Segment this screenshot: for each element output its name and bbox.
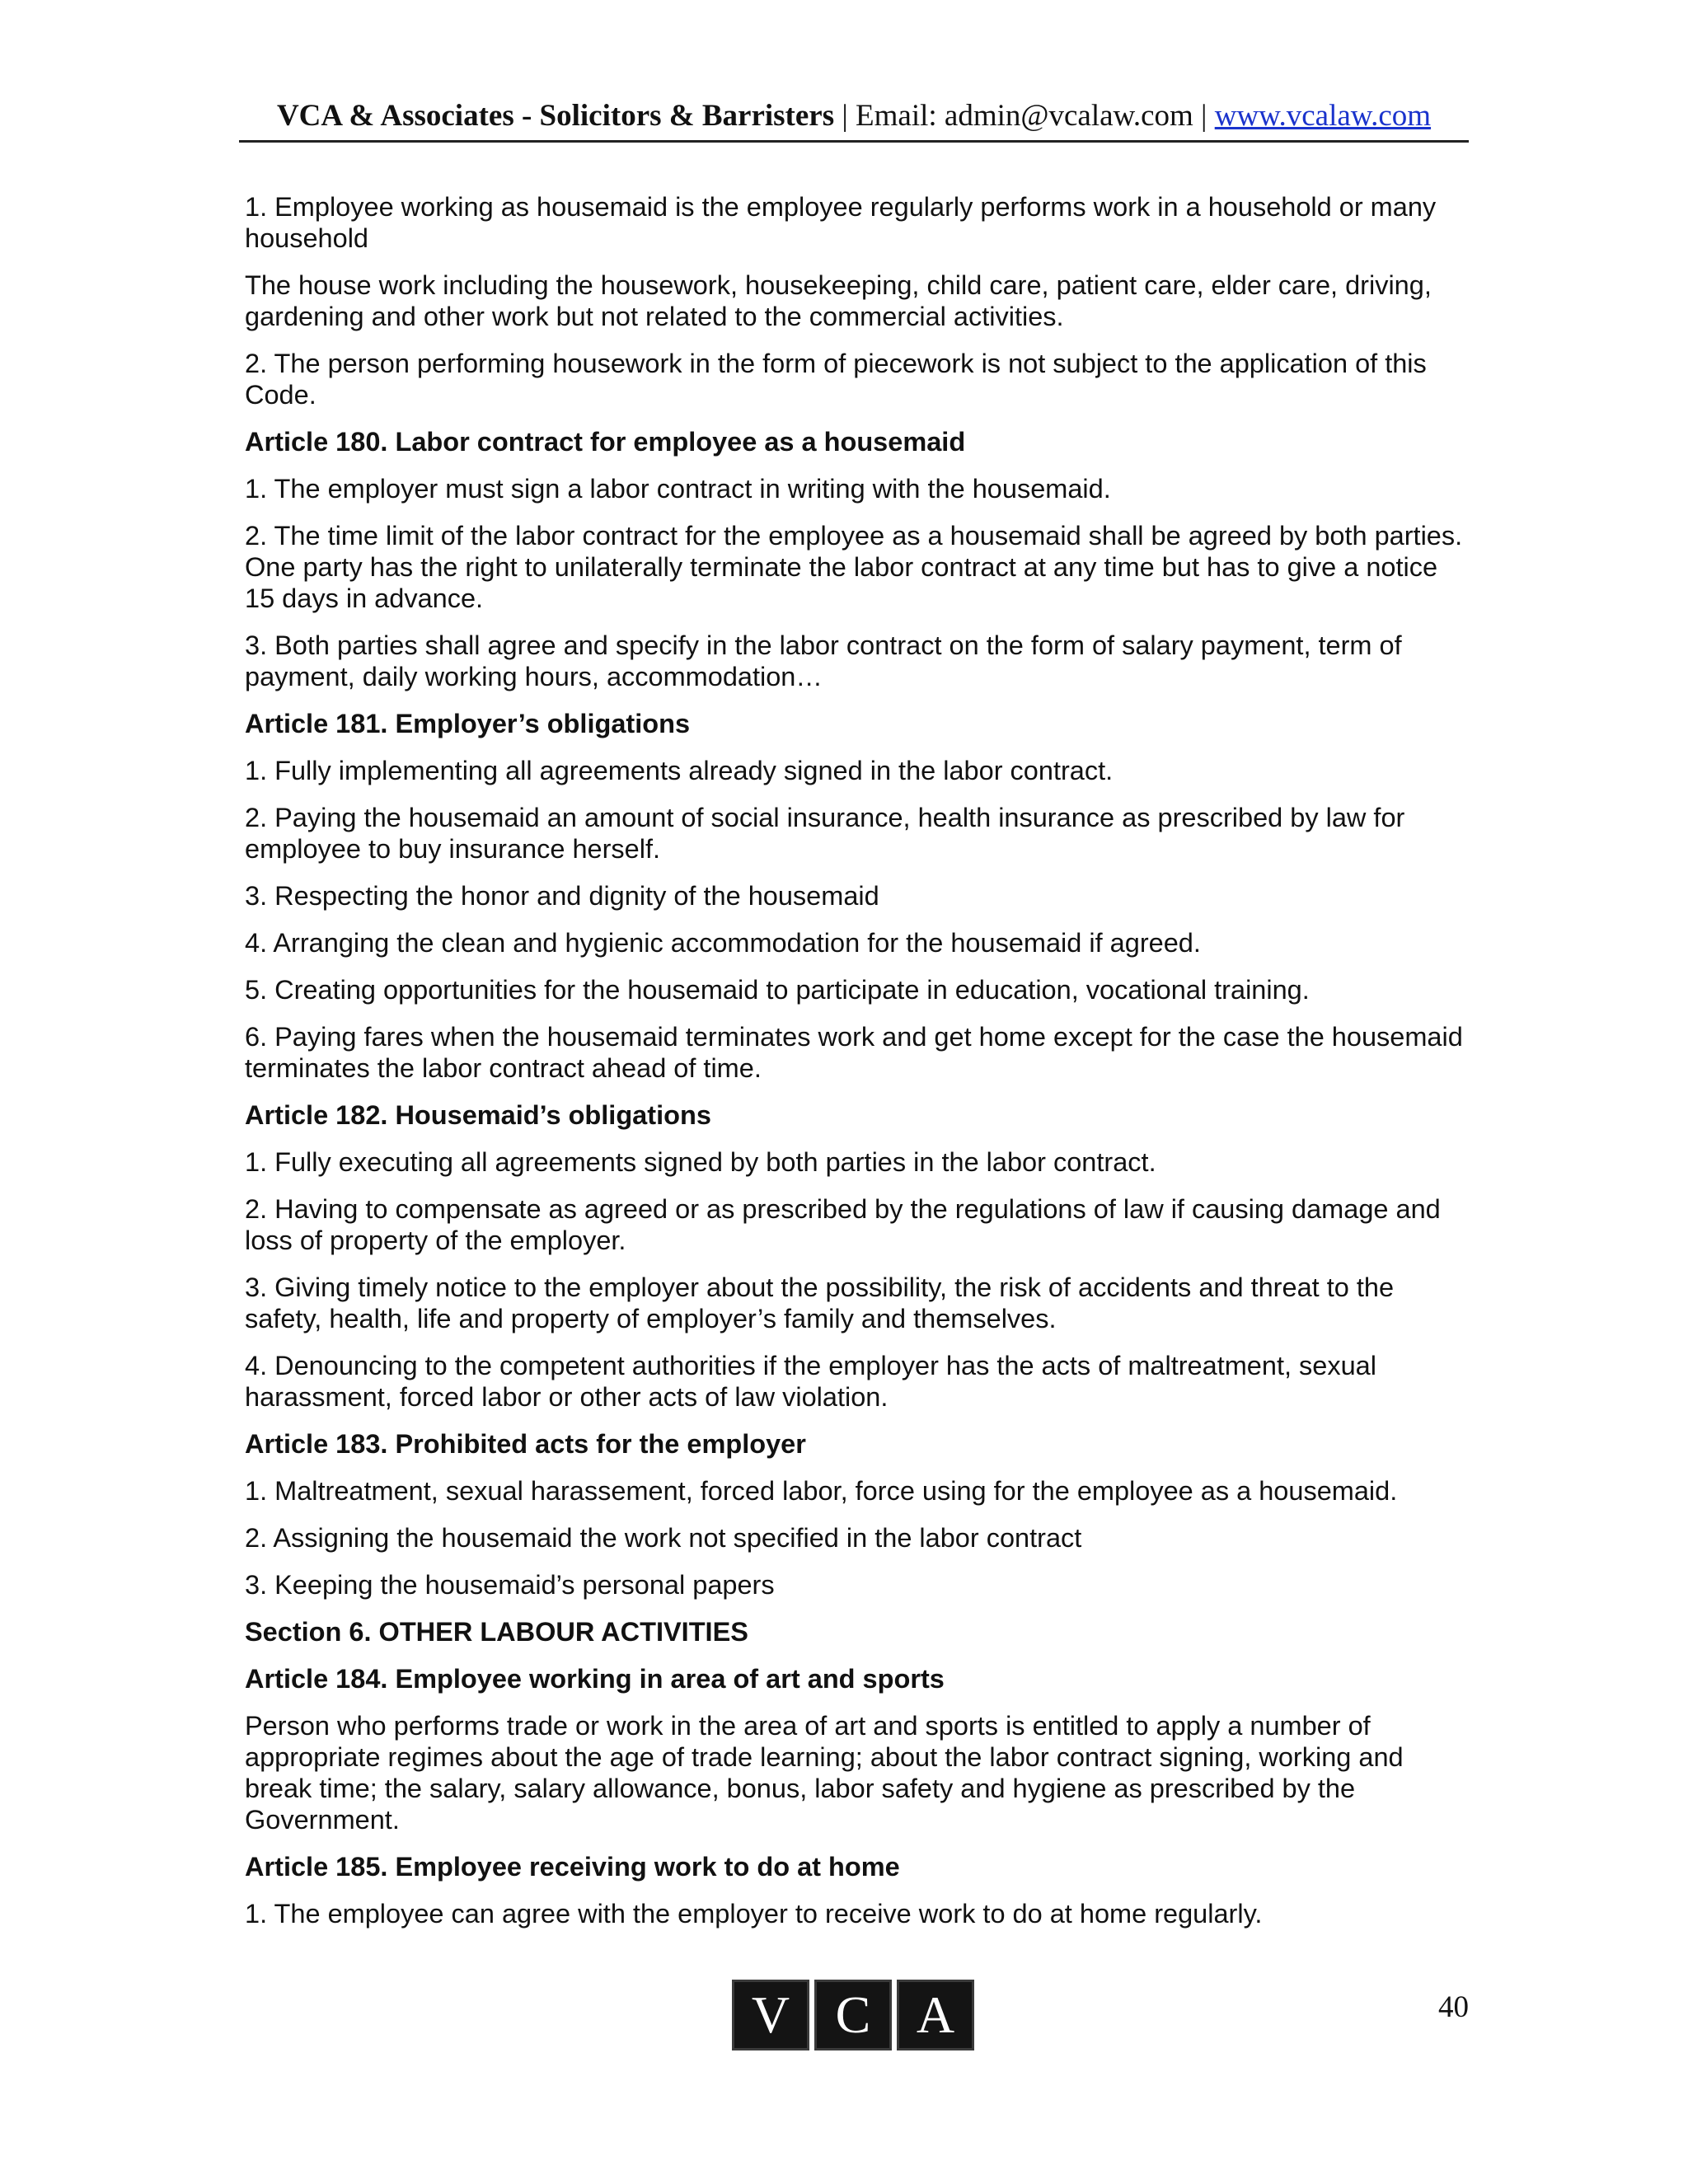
paragraph: 1. Fully executing all agreements signed by both parties in the labor contract. [245,1147,1156,1177]
paragraph: 2. Having to compensate as agreed or as prescribed by the regulations of law if causing damage and loss of property of the employer. [245,1194,1441,1255]
paragraph: 1. The employee can agree with the employer to receive work to do at home regularly. [245,1899,1263,1929]
article-heading: Article 184. Employee working in area of art and sports [245,1664,945,1694]
document-body [245,191,1465,1945]
firm-name: VCA & Associates - Solicitors & Barristers [276,99,835,133]
paragraph: 1. The employer must sign a labor contract in writing with the housemaid. [245,474,1111,504]
paragraph: 3. Keeping the housemaid’s personal papers [245,1570,775,1600]
article-heading: Article 181. Employer’s obligations [245,709,691,738]
header-separator: | [842,99,848,133]
header-separator: | [1201,99,1207,133]
paragraph: 4. Denouncing to the competent authorities if the employer has the acts of maltreatment, sexual harassment, forced labor or other acts of law violation. [245,1351,1376,1412]
logo-letter-a: A [897,1980,974,2050]
website-link[interactable]: www.vcalaw.com [1214,99,1432,133]
paragraph: 3. Both parties shall agree and specify in the labor contract on the form of salary payment, term of payment, daily working hours, accommodation… [245,630,1402,691]
paragraph: 6. Paying fares when the housemaid terminates work and get home except for the case the housemaid terminates the labor contract ahead of time. [245,1022,1463,1083]
article-heading: Section 6. OTHER LABOUR ACTIVITIES [245,1617,748,1647]
paragraph: The house work including the housework, housekeeping, child care, patient care, elder care, driving, gardening and other work but not related to the commercial activities. [245,270,1432,331]
vca-logo [732,1980,974,2050]
paragraph: 4. Arranging the clean and hygienic accommodation for the housemaid if agreed. [245,928,1201,958]
article-heading: Article 182. Housemaid’s obligations [245,1100,711,1130]
logo-letter-v: V [732,1980,809,2050]
paragraph: 2. Paying the housemaid an amount of social insurance, health insurance as prescribed by law for employee to buy insurance herself. [245,803,1405,864]
paragraph: 1. Employee working as housemaid is the employee regularly performs work in a household or many household [245,192,1437,253]
article-heading: Article 185. Employee receiving work to do at home [245,1852,900,1882]
paragraph: 3. Respecting the honor and dignity of the housemaid [245,881,879,911]
logo-letter-c: C [814,1980,892,2050]
page-header [239,92,1469,143]
paragraph: 2. The person performing housework in the form of piecework is not subject to the application of this Code. [245,349,1427,410]
paragraph: 5. Creating opportunities for the housemaid to participate in education, vocational training. [245,975,1310,1005]
paragraph: 3. Giving timely notice to the employer about the possibility, the risk of accidents and threat to the safety, health, life and property of employer’s family and themselves. [245,1272,1395,1333]
paragraph: 1. Maltreatment, sexual harassement, forced labor, force using for the employee as a housemaid. [245,1476,1398,1506]
page-number: 40 [1438,1990,1469,2024]
article-heading: Article 180. Labor contract for employee as a housemaid [245,427,966,457]
paragraph: 1. Fully implementing all agreements already signed in the labor contract. [245,756,1114,785]
paragraph: Person who performs trade or work in the area of art and sports is entitled to apply a number of appropriate regimes about the age of trade learning; about the labor contract signing, working and break time; the salary, salary allowance, bonus, labor safety and hygiene as prescribed by the Government. [245,1711,1404,1835]
paragraph: 2. The time limit of the labor contract for the employee as a housemaid shall be agreed by both parties. One party has the right to unilaterally terminate the labor contract at any time but has to give a notice 15 days in advance. [245,521,1463,613]
paragraph: 2. Assigning the housemaid the work not specified in the labor contract [245,1523,1082,1553]
header-email: Email: admin@vcalaw.com [856,99,1193,133]
article-heading: Article 183. Prohibited acts for the employer [245,1429,806,1459]
